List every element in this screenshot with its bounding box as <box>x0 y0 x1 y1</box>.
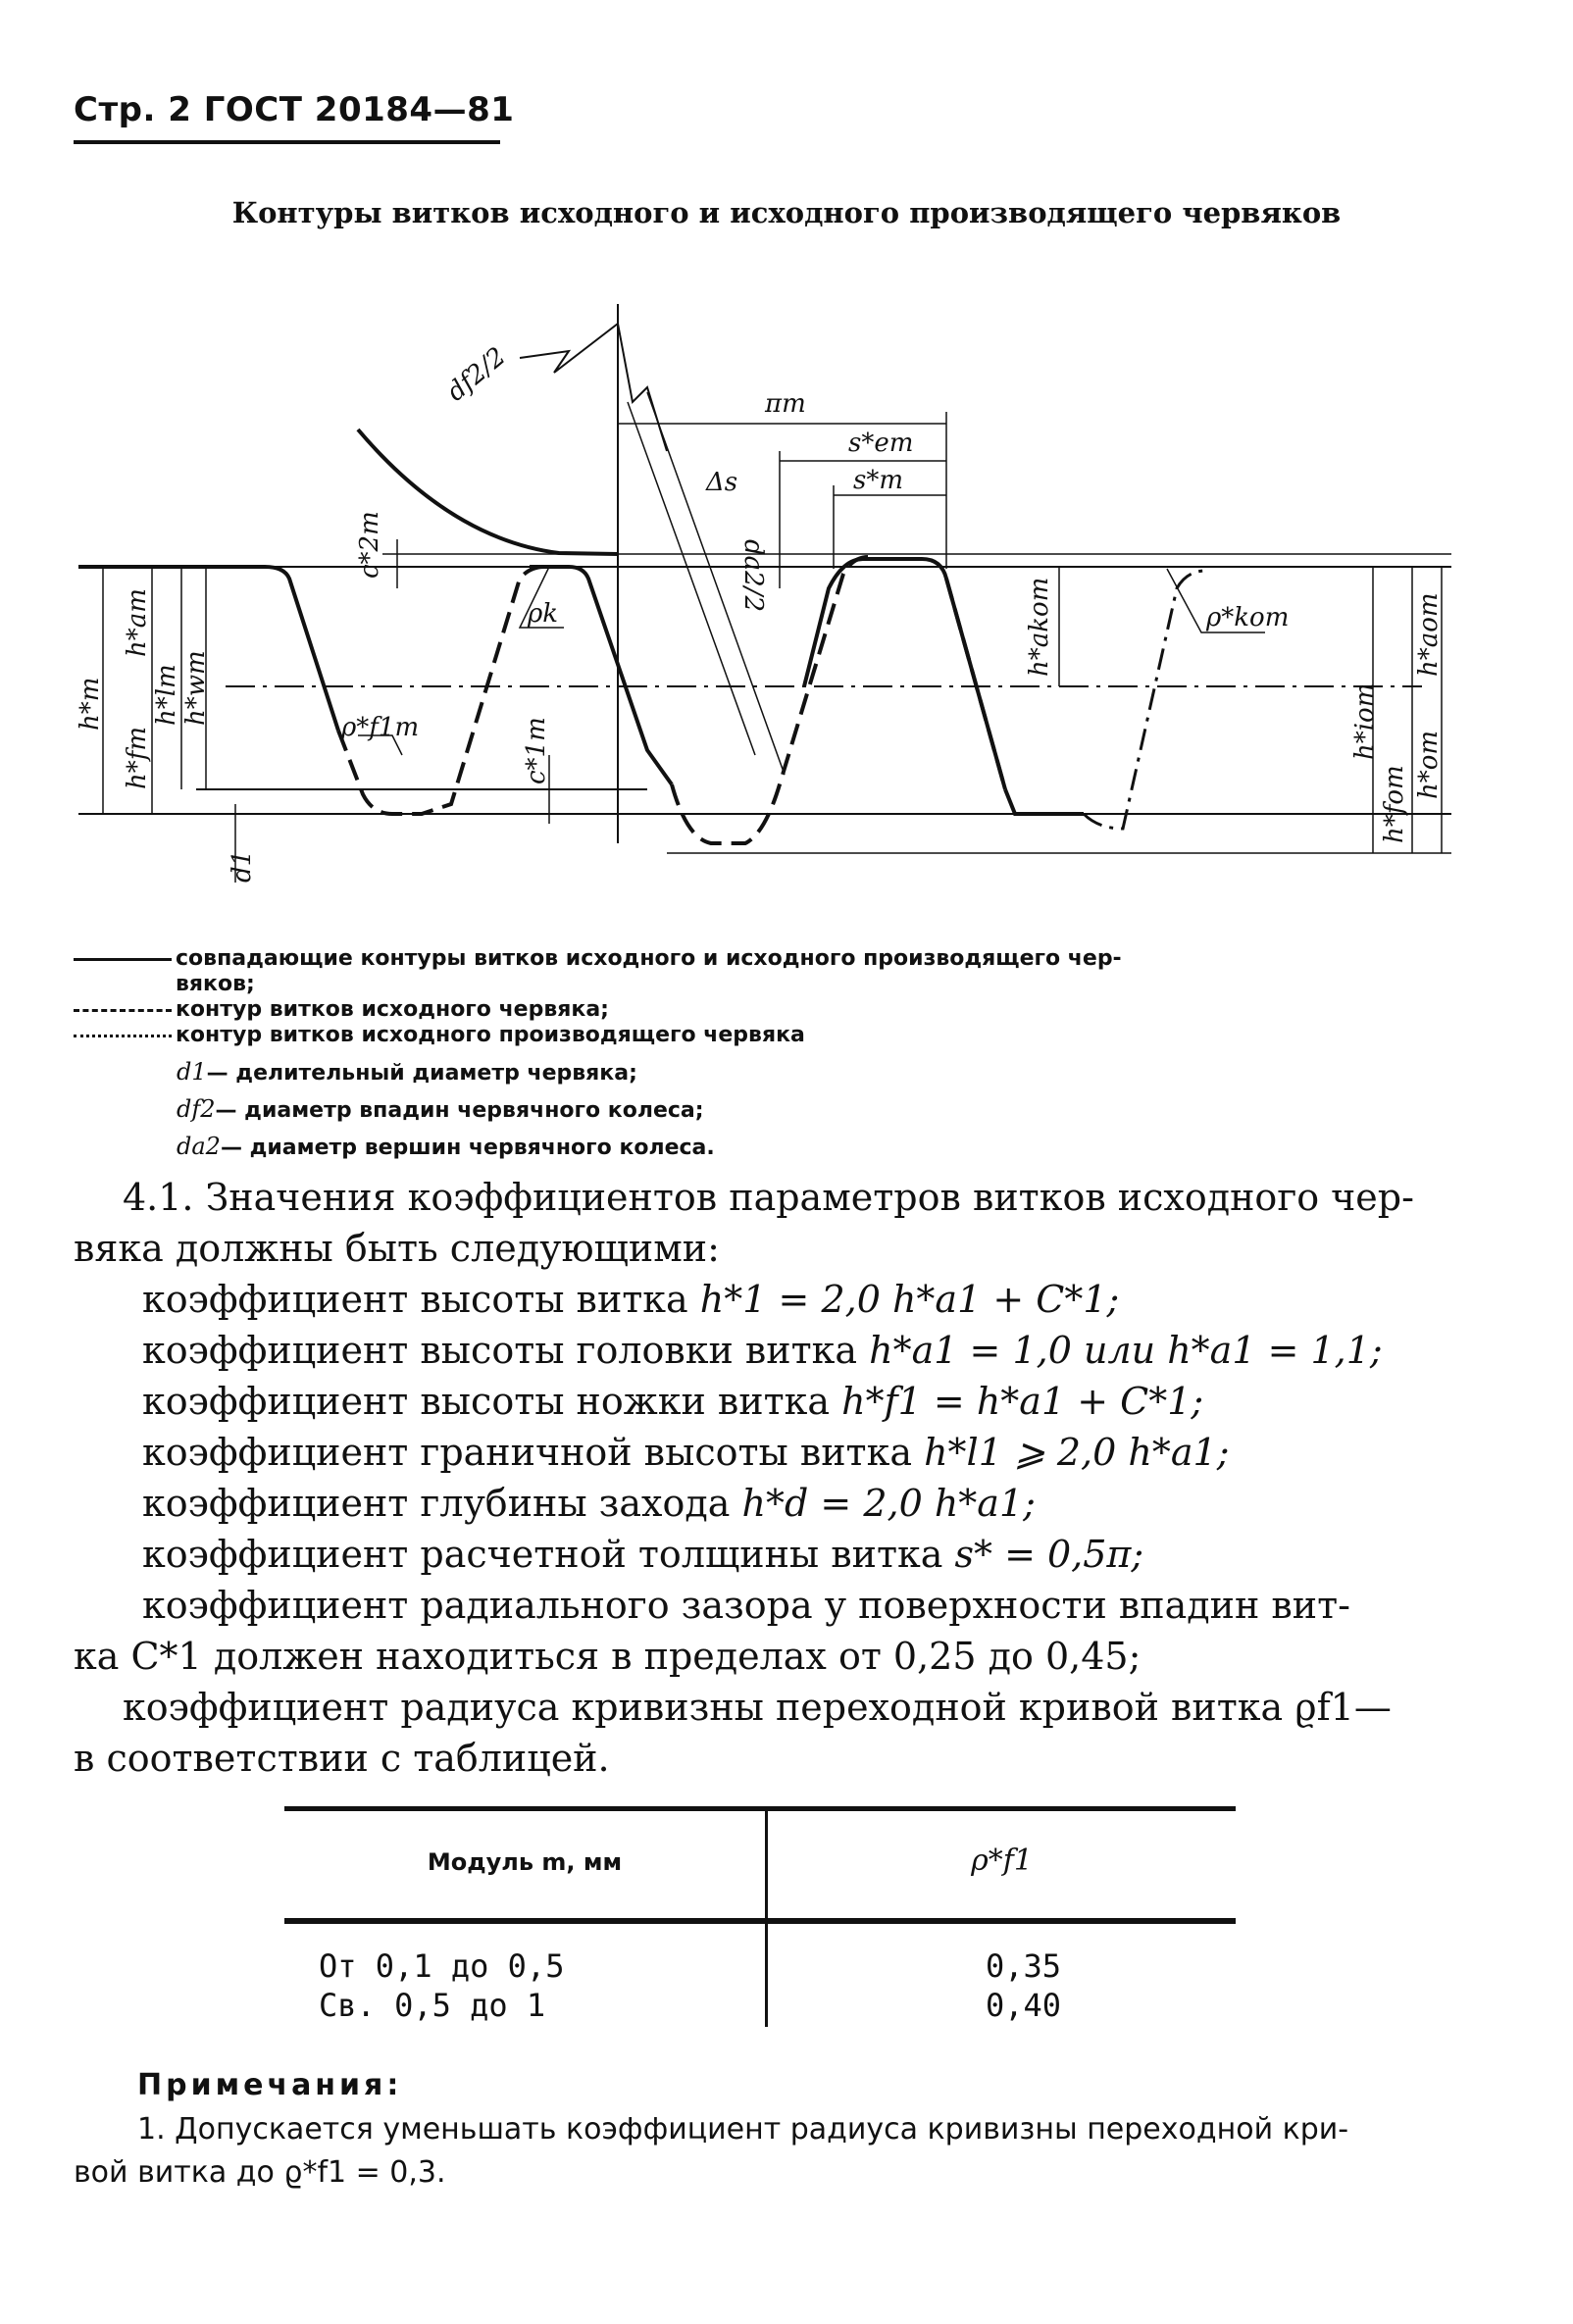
para-radius-line1: коэффициент радиуса кривизны переходной кривой витка ϱf1— <box>123 1686 1392 1729</box>
break-line <box>520 324 667 451</box>
coef-4: коэффициент граничной высоты витка h*l1 ⩾ 2,0 h*a1; <box>142 1431 1230 1474</box>
label-d1: d1 <box>228 849 257 883</box>
legend-item-solid: совпадающие контуры витков исходного и исходного производящего чер- <box>74 946 1122 972</box>
label-delta-s: Δs <box>706 468 738 497</box>
notes-title: Примечания: <box>137 2068 403 2102</box>
note-1-line1: 1. Допускается уменьшать коэффициент радиуса кривизны переходной кри- <box>137 2112 1349 2147</box>
label-rho-ko: ρ*kom <box>1206 603 1290 632</box>
label-hfo-m: h*fom <box>1380 765 1409 843</box>
coef-2: коэффициент высоты головки витка h*a1 = 1,0 или h*a1 = 1,1; <box>142 1329 1383 1372</box>
label-s-m: s*m <box>853 466 903 495</box>
legend-item-dashed: контур витков исходного червяка; <box>74 997 1122 1023</box>
notes-body <box>74 2108 1348 2195</box>
label-h-m: h*m <box>76 677 105 731</box>
legend-definitions <box>177 1054 715 1166</box>
label-hio-m: h*iom <box>1350 682 1380 760</box>
solid-line-icon <box>74 958 172 961</box>
table-header-module: Модуль m, мм <box>427 1848 623 1876</box>
dashdot-line-icon <box>74 1035 172 1037</box>
label-hl-m: h*lm <box>152 664 181 726</box>
coef-5: коэффициент глубины захода h*d = 2,0 h*a1; <box>142 1482 1036 1525</box>
coef-3: коэффициент высоты ножки витка h*f1 = h*a1 + C*1; <box>142 1380 1204 1423</box>
para-4-1-line1: 4.1. Значения коэффициентов параметров витков исходного чер- <box>123 1176 1414 1219</box>
label-pi-m: πm <box>765 389 806 419</box>
table-cell-rho-2: 0,40 <box>986 1987 1062 2024</box>
table-row <box>319 1946 564 2025</box>
coef-7-line1: коэффициент радиального зазора у поверхности впадин вит- <box>142 1584 1350 1627</box>
coef-6: коэффициент расчетной толщины витка s* = 0,5π; <box>142 1533 1144 1576</box>
label-rho-f1: ρ*f1m <box>341 713 420 742</box>
table-cell-module-1: От 0,1 до 0,5 <box>319 1947 565 1985</box>
def-da2: da2— диаметр вершин червячного колеса. <box>177 1133 715 1160</box>
dashdot-profile <box>1084 571 1206 829</box>
label-c2-m: c*2m <box>355 511 384 579</box>
label-hw-m: h*wm <box>181 650 211 726</box>
dashed-profile-2 <box>672 557 868 843</box>
table-top-rule <box>284 1806 1236 1811</box>
table-cell-rho-1: 0,35 <box>986 1947 1062 1985</box>
coef-7-line2: ка C*1 должен находиться в пределах от 0,25 до 0,45; <box>74 1635 1142 1678</box>
table-header-rho: ρ*f1 <box>971 1844 1033 1878</box>
label-hf-m: h*fm <box>123 726 152 789</box>
label-c1-m: c*1m <box>522 717 551 784</box>
figure-title: Контуры витков исходного и исходного производящего червяков <box>231 196 1342 229</box>
dashed-profile-1 <box>338 567 544 814</box>
def-df2: df2— диаметр впадин червячного колеса; <box>177 1095 704 1123</box>
label-rho-k: ρk <box>528 599 559 629</box>
label-ha-m: h*am <box>123 588 152 657</box>
label-se-m: s*em <box>848 429 914 458</box>
label-ho-m: h*om <box>1414 730 1444 799</box>
table-cell-module-2: Св. 0,5 до 1 <box>319 1987 546 2024</box>
label-df2: df2/2 <box>441 341 512 408</box>
note-1-line2: вой витка до ϱ*f1 = 0,3. <box>74 2155 446 2190</box>
page-header: Стр. 2 ГОСТ 20184—81 <box>74 90 515 129</box>
legend <box>74 946 1122 1048</box>
label-hao-m: h*aom <box>1414 592 1444 677</box>
wheel-root-arc <box>358 429 618 554</box>
section-4-1 <box>74 1172 1414 1784</box>
table-row <box>986 1946 1061 2025</box>
header-rule <box>74 140 500 144</box>
dashed-line-icon <box>74 1009 172 1012</box>
label-da2: da2/2 <box>738 539 768 612</box>
table-header-rule <box>284 1918 1236 1924</box>
label-hako-m: h*akom <box>1025 577 1054 677</box>
worm-profile-diagram <box>59 294 1471 922</box>
para-4-1-line2: вяка должны быть следующими: <box>74 1227 720 1270</box>
para-radius-line2: в соответствии с таблицей. <box>74 1737 610 1780</box>
legend-item-dashdot: контур витков исходного производящего червяка <box>74 1023 1122 1048</box>
coef-1: коэффициент высоты витка h*1 = 2,0 h*a1 + C*1; <box>142 1278 1120 1321</box>
def-d1: d1— делительный диаметр червяка; <box>177 1058 637 1086</box>
legend-item-solid-cont: вяков; <box>176 972 255 996</box>
